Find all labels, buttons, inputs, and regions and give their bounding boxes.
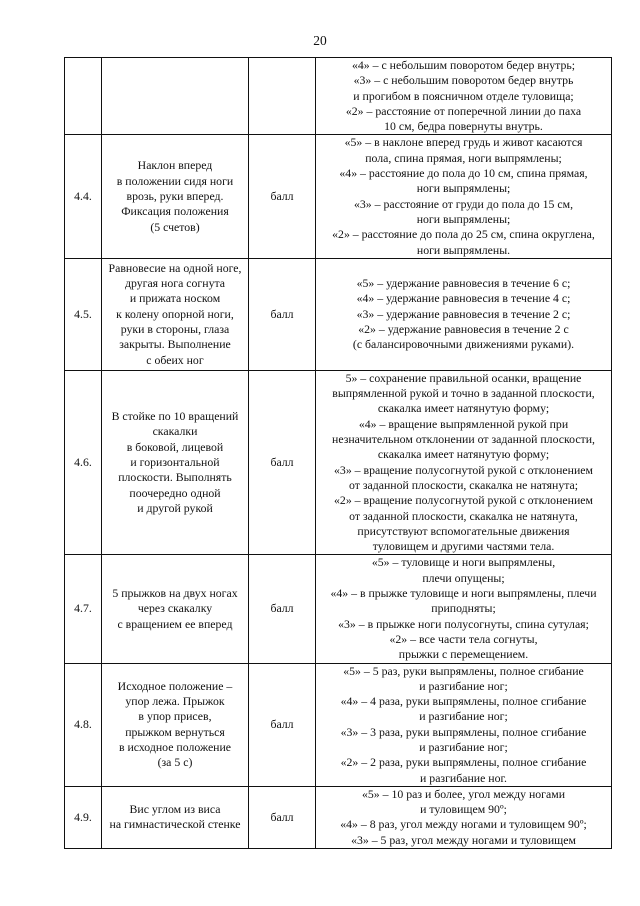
criteria-line: «3» – 5 раз, угол между ногами и туловищем bbox=[351, 832, 576, 847]
table-row bbox=[65, 555, 612, 663]
criteria-line: туловищем и другими частями тела. bbox=[372, 539, 555, 554]
criteria-line: (с балансировочными движениями руками). bbox=[352, 337, 575, 352]
unit-cell: балл bbox=[249, 555, 316, 663]
criteria-line: «2» – все части тела согнуты, bbox=[389, 631, 538, 646]
exercise-line: (5 счетов) bbox=[150, 219, 200, 234]
exercise-cell bbox=[102, 58, 249, 135]
criteria-line: «2» – вращение полусогнутой рукой с отклонением bbox=[334, 493, 593, 508]
criteria-line: ноги выпрямлены; bbox=[416, 181, 511, 196]
criteria-line: «3» – удержание равновесия в течение 2 с; bbox=[356, 306, 571, 321]
exercise-line: через скакалку bbox=[137, 601, 213, 616]
exercise-line: Фиксация положения bbox=[121, 204, 229, 219]
criteria-line: от заданной плоскости, скакалка не натянута; bbox=[348, 477, 579, 492]
exercise-cell bbox=[102, 135, 249, 258]
criteria-line: «3» – 3 раза, руки выпрямлены, полное сгибание bbox=[340, 724, 587, 739]
criteria-line: скакалка имеет натянутую форму; bbox=[377, 401, 550, 416]
criteria-line: «2» – удержание равновесия в течение 2 с bbox=[358, 322, 569, 336]
exercise-line: прыжком вернуться bbox=[125, 724, 225, 739]
item-number-cell: 4.7. bbox=[65, 555, 102, 663]
criteria-line: «4» – в прыжке туловище и ноги выпрямлены, плечи bbox=[330, 586, 597, 601]
criteria-line: «3» – в прыжке ноги полусогнуты, спина сутулая; bbox=[338, 616, 589, 631]
exercise-line: поочередно одной bbox=[129, 485, 221, 500]
item-number-cell: 4.5. bbox=[65, 258, 102, 370]
criteria-line: и прогибом в поясничном отделе туловища; bbox=[353, 88, 574, 103]
unit-cell: балл bbox=[249, 135, 316, 258]
criteria-line: 10 см, бедра повернуты внутрь. bbox=[384, 119, 543, 134]
criteria-line: «2» – 2 раза, руки выпрямлены, полное сгибание bbox=[340, 755, 587, 770]
criteria-line: ноги выпрямлены; bbox=[416, 211, 511, 226]
exercise-line: 5 прыжков на двух ногах bbox=[112, 586, 238, 601]
exercise-line: плоскости. Выполнять bbox=[118, 470, 232, 485]
exercise-line: руки в стороны, глаза bbox=[120, 322, 230, 336]
criteria-line: и разгибание ног. bbox=[420, 770, 507, 785]
item-number-cell: 4.8. bbox=[65, 663, 102, 786]
criteria-line: «2» – расстояние до пола до 25 см, спина округлена, bbox=[332, 227, 595, 242]
criteria-cell bbox=[316, 58, 612, 135]
exercise-line: с обеих ног bbox=[146, 352, 204, 367]
criteria-line: скакалка имеет натянутую форму; bbox=[377, 447, 550, 462]
table-row bbox=[65, 58, 612, 135]
exercise-line: к колену опорной ноги, bbox=[116, 306, 234, 321]
exercise-cell bbox=[102, 370, 249, 555]
criteria-line: «4» – расстояние до пола до 10 см, спина прямая, bbox=[339, 166, 588, 181]
criteria-line: «4» – 8 раз, угол между ногами и туловищем 90º; bbox=[340, 817, 587, 832]
table-row bbox=[65, 663, 612, 786]
exercise-line: с вращением ее вперед bbox=[117, 616, 233, 631]
criteria-line: «3» – с небольшим поворотом бедер внутрь bbox=[353, 73, 574, 88]
exercise-line: (за 5 с) bbox=[157, 755, 193, 770]
criteria-line: пола, спина прямая, ноги выпрямлены; bbox=[365, 150, 562, 165]
criteria-line: и разгибание ног; bbox=[419, 739, 508, 754]
unit-cell bbox=[249, 58, 316, 135]
exercise-line: другая нога согнута bbox=[124, 276, 226, 291]
exercise-line: и прижата носком bbox=[129, 291, 221, 306]
criteria-line: «5» – удержание равновесия в течение 6 с; bbox=[356, 276, 571, 291]
exercise-line: и другой рукой bbox=[137, 500, 213, 515]
criteria-line: «5» – 5 раз, руки выпрямлены, полное сгибание bbox=[343, 663, 584, 678]
criteria-line: прыжки с перемещением. bbox=[398, 647, 529, 662]
criteria-line: незначительном отклонении от заданной плоскости, bbox=[332, 432, 595, 447]
criteria-cell bbox=[316, 555, 612, 663]
criteria-line: «4» – 4 раза, руки выпрямлены, полное сгибание bbox=[340, 694, 587, 709]
criteria-line: «3» – вращение полусогнутой рукой с отклонением bbox=[334, 462, 593, 477]
criteria-line: и разгибание ног; bbox=[419, 678, 508, 693]
exercise-cell bbox=[102, 663, 249, 786]
criteria-cell bbox=[316, 135, 612, 258]
item-number-cell: 4.6. bbox=[65, 370, 102, 555]
exercise-line: врозь, руки вперед. bbox=[126, 189, 224, 204]
criteria-line: «4» – с небольшим поворотом бедер внутрь; bbox=[351, 58, 576, 72]
criteria-line: выпрямленной рукой и точно в заданной плоскости, bbox=[332, 386, 595, 401]
unit-cell: балл bbox=[249, 370, 316, 555]
exercise-line: в исходное положение bbox=[118, 739, 232, 754]
exercise-line: Исходное положение – bbox=[117, 678, 233, 693]
criteria-line: «5» – туловище и ноги выпрямлены, bbox=[371, 555, 556, 570]
exercise-cell bbox=[102, 555, 249, 663]
criteria-line: «5» – в наклоне вперед грудь и живот касаются bbox=[344, 135, 583, 150]
exercise-line: в положении сидя ноги bbox=[116, 173, 234, 188]
exercise-line: в боковой, лицевой bbox=[126, 439, 224, 454]
criteria-line: и туловищем 90º; bbox=[420, 802, 507, 817]
criteria-line: «4» – удержание равновесия в течение 4 с; bbox=[356, 291, 571, 306]
exercise-cell bbox=[102, 258, 249, 370]
exercise-line: скакалки bbox=[152, 424, 198, 439]
item-number-cell bbox=[65, 58, 102, 135]
exercise-line: В стойке по 10 вращений bbox=[111, 409, 239, 424]
exercise-line: Вис углом из виса bbox=[129, 802, 221, 817]
criteria-cell bbox=[316, 258, 612, 370]
criteria-line: от заданной плоскости, скакалка не натянута, bbox=[349, 508, 578, 523]
unit-cell: балл bbox=[249, 663, 316, 786]
table-row bbox=[65, 786, 612, 848]
criteria-line: «4» – вращение выпрямленной рукой при bbox=[358, 416, 569, 431]
exercise-line: и горизонтальной bbox=[130, 454, 220, 469]
unit-cell: балл bbox=[249, 786, 316, 848]
criteria-cell bbox=[316, 663, 612, 786]
exercise-line: Наклон вперед bbox=[137, 158, 213, 173]
criteria-line: приподняты; bbox=[431, 601, 496, 616]
page-number: 20 bbox=[313, 33, 327, 48]
exercise-line: закрыты. Выполнение bbox=[119, 337, 231, 352]
unit-cell: балл bbox=[249, 258, 316, 370]
exercise-line: в упор присев, bbox=[138, 709, 212, 724]
table-row bbox=[65, 370, 612, 555]
exercise-line: на гимнастической стенке bbox=[109, 817, 241, 832]
norms-table-body bbox=[65, 58, 612, 849]
item-number-cell: 4.9. bbox=[65, 786, 102, 848]
norms-table bbox=[64, 57, 612, 849]
item-number-cell: 4.4. bbox=[65, 135, 102, 258]
exercise-line: Равновесие на одной ноге, bbox=[108, 260, 242, 275]
criteria-line: «5» – 10 раз и более, угол между ногами bbox=[361, 786, 566, 801]
criteria-line: и разгибание ног; bbox=[419, 709, 508, 724]
exercise-line: упор лежа. Прыжок bbox=[125, 694, 225, 709]
table-row bbox=[65, 258, 612, 370]
exercise-cell bbox=[102, 786, 249, 848]
criteria-cell bbox=[316, 370, 612, 555]
criteria-line: присутствуют вспомогательные движения bbox=[357, 523, 570, 538]
criteria-line: 5» – сохранение правильной осанки, вращение bbox=[345, 370, 582, 385]
criteria-line: ноги выпрямлены. bbox=[416, 242, 511, 257]
table-row bbox=[65, 135, 612, 258]
criteria-line: «2» – расстояние от поперечной линии до паха bbox=[345, 103, 582, 118]
criteria-line: «3» – расстояние от груди до пола до 15 см, bbox=[353, 196, 574, 211]
criteria-line: плечи опущены; bbox=[422, 570, 505, 585]
criteria-cell bbox=[316, 786, 612, 848]
